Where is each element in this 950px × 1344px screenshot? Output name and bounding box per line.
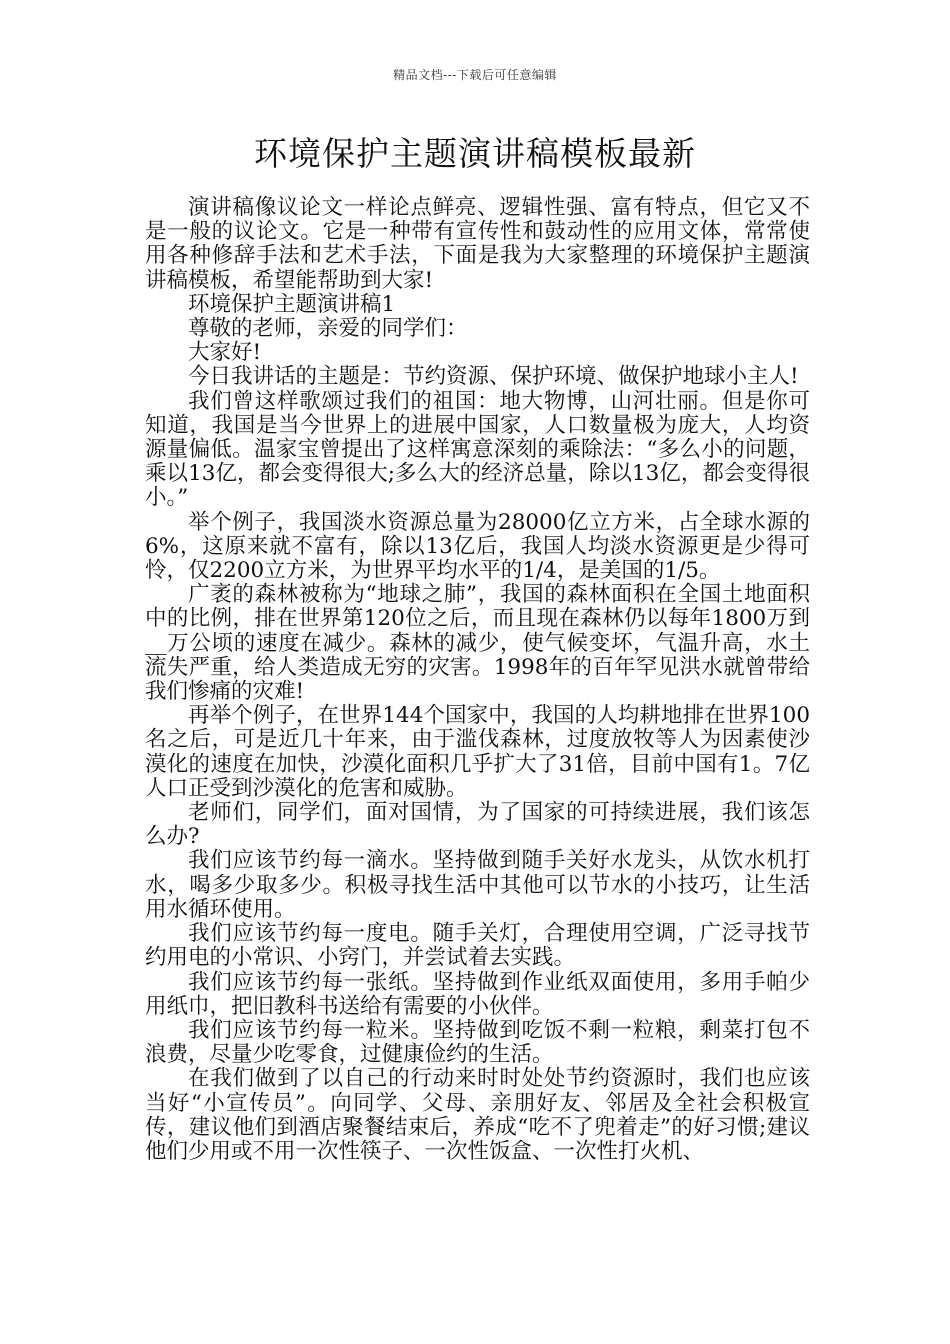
paragraph: 再举个例子，在世界144个国家中，我国的人均耕地排在世界100名之后，可是近几十年来，由于滥伐森林，过度放牧等人为因素使沙漠化的速度在加快，沙漠化面积几乎扩大了31倍，目前中国有1。7亿人口正受到沙漠化的危害和威胁。	[145, 703, 810, 801]
document-title: 环境保护主题演讲稿模板最新	[254, 134, 696, 173]
paragraph: 今日我讲话的主题是：节约资源、保护环境、做保护地球小主人!	[188, 364, 799, 390]
paragraph: 我们应该节约每一张纸。坚持做到作业纸双面使用，多用手帕少用纸巾，把旧教科书送给有需要的小伙伴。	[145, 969, 810, 1019]
paragraph: 演讲稿像议论文一样论点鲜亮、逻辑性强、富有特点，但它又不是一般的议论文。它是一种带有宣传性和鼓动性的应用文体，常常使用各种修辞手法和艺术手法，下面是我为大家整理的环境保护主题演讲稿模板，希望能帮助到大家!	[145, 195, 810, 293]
paragraph: 我们应该节约每一度电。随手关灯，合理使用空调，广泛寻找节约用电的小常识、小窍门，并尝试着去实践。	[145, 921, 810, 971]
paragraph: 举个例子，我国淡水资源总量为28000亿立方米，占全球水源的6%，这原来就不富有，除以13亿后，我国人均淡水资源更是少得可怜，仅2200立方米，为世界平均水平的1/4，是美国的1/5。	[145, 509, 810, 584]
paragraph: 我们应该节约每一滴水。坚持做到随手关好水龙头，从饮水机打水，喝多少取多少。积极寻找生活中其他可以节水的小技巧，让生活用水循环使用。	[145, 848, 810, 922]
paragraph: 大家好!	[188, 340, 262, 366]
document-body	[145, 196, 810, 1164]
paragraph: 我们曾这样歌颂过我们的祖国：地大物博，山河壮丽。但是你可知道，我国是当今世界上的进展中国家，人口数量极为庞大，人均资源量偏低。温家宝曾提出了这样寓意深刻的乘除法：“多么小的问题，乘以13亿，都会变得很大;多么大的经济总量，除以13亿，都会变得很小。”	[145, 388, 810, 511]
paragraph: 广袤的森林被称为“地球之肺”，我国的森林面积在全国土地面积中的比例，排在世界第120位之后，而且现在森林仍以每年1800万到__万公顷的速度在减少。森林的减少，使气候变坏，气温升高，水土流失严重，给人类造成无穷的灾害。1998年的百年罕见洪水就曾带给我们惨痛的灾难!	[145, 582, 810, 705]
header-note: 精品文档---下载后可任意编辑	[393, 68, 557, 82]
paragraph: 我们应该节约每一粒米。坚持做到吃饭不剩一粒粮，剩菜打包不浪费，尽量少吃零食，过健康俭约的生活。	[145, 1017, 810, 1068]
paragraph: 尊敬的老师，亲爱的同学们：	[188, 316, 468, 342]
paragraph: 在我们做到了以自己的行动来时时处处节约资源时，我们也应该当好“小宣传员”。向同学、父母、亲朋好友、邻居及全社会积极宣传，建议他们到酒店聚餐结束后，养成“吃不了兜着走”的好习惯;建议他们少用或不用一次性筷子、一次性饭盒、一次性打火机、	[145, 1066, 810, 1164]
paragraph: 老师们，同学们，面对国情，为了国家的可持续进展，我们该怎么办?	[145, 800, 810, 850]
paragraph: 环境保护主题演讲稿1	[188, 291, 396, 317]
